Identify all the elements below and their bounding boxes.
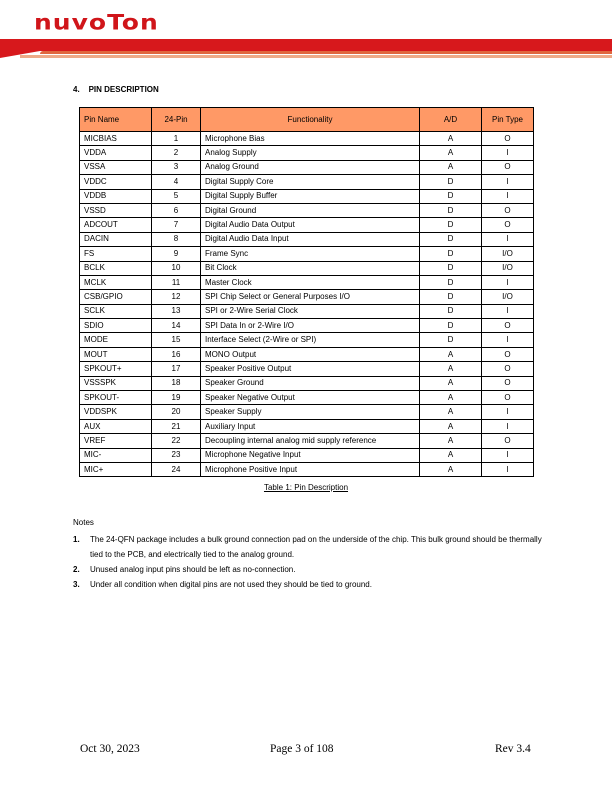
pin-type-cell: O xyxy=(482,362,534,376)
header-pin-name: Pin Name xyxy=(80,108,152,132)
functionality-cell: Digital Supply Buffer xyxy=(201,189,420,203)
note-item xyxy=(73,532,543,562)
functionality-cell: Microphone Negative Input xyxy=(201,448,420,462)
pin-number-cell: 6 xyxy=(152,203,201,217)
a-d-cell: D xyxy=(420,275,482,289)
table-row xyxy=(80,405,534,419)
a-d-cell: D xyxy=(420,290,482,304)
a-d-cell: D xyxy=(420,304,482,318)
functionality-cell: SPI Data In or 2-Wire I/O xyxy=(201,319,420,333)
pin-type-cell: O xyxy=(482,347,534,361)
table-row xyxy=(80,160,534,174)
pin-type-cell: I xyxy=(482,189,534,203)
pin-name-cell: FS xyxy=(80,247,152,261)
pin-type-cell: I xyxy=(482,146,534,160)
table-row xyxy=(80,218,534,232)
table-row xyxy=(80,146,534,160)
pin-name-cell: VSSSPK xyxy=(80,376,152,390)
functionality-cell: Master Clock xyxy=(201,275,420,289)
functionality-cell: SPI or 2-Wire Serial Clock xyxy=(201,304,420,318)
pin-type-cell: I xyxy=(482,405,534,419)
functionality-cell: Bit Clock xyxy=(201,261,420,275)
table-caption xyxy=(0,483,612,492)
pin-type-cell: O xyxy=(482,376,534,390)
a-d-cell: A xyxy=(420,405,482,419)
pin-number-cell: 12 xyxy=(152,290,201,304)
pin-name-cell: SDIO xyxy=(80,319,152,333)
pin-name-cell: MCLK xyxy=(80,275,152,289)
a-d-cell: A xyxy=(420,434,482,448)
note-text: The 24-QFN package includes a bulk ground connection pad on the underside of the chip. This bulk ground should be thermally tied to the PCB, and electrically tied to the analog ground. xyxy=(90,535,542,559)
table-row xyxy=(80,419,534,433)
header-a-d: A/D xyxy=(420,108,482,132)
functionality-cell: Microphone Bias xyxy=(201,132,420,146)
pin-number-cell: 1 xyxy=(152,132,201,146)
pin-name-cell: VDDC xyxy=(80,175,152,189)
pin-type-cell: I xyxy=(482,175,534,189)
functionality-cell: Analog Supply xyxy=(201,146,420,160)
table-row xyxy=(80,347,534,361)
pin-number-cell: 4 xyxy=(152,175,201,189)
table-row xyxy=(80,448,534,462)
table-row xyxy=(80,132,534,146)
table-row xyxy=(80,189,534,203)
a-d-cell: A xyxy=(420,419,482,433)
functionality-cell: SPI Chip Select or General Purposes I/O xyxy=(201,290,420,304)
pin-name-cell: SCLK xyxy=(80,304,152,318)
pin-number-cell: 11 xyxy=(152,275,201,289)
a-d-cell: D xyxy=(420,261,482,275)
pin-name-cell: SPKOUT- xyxy=(80,391,152,405)
pin-type-cell: I xyxy=(482,419,534,433)
pin-name-cell: ADCOUT xyxy=(80,218,152,232)
pin-type-cell: O xyxy=(482,391,534,405)
table-row xyxy=(80,304,534,318)
a-d-cell: D xyxy=(420,203,482,217)
section-title: 4. PIN DESCRIPTION xyxy=(73,85,159,94)
header-functionality: Functionality xyxy=(201,108,420,132)
pin-type-cell: O xyxy=(482,132,534,146)
table-row xyxy=(80,203,534,217)
a-d-cell: D xyxy=(420,319,482,333)
pin-name-cell: VDDA xyxy=(80,146,152,160)
pin-name-cell: MICBIAS xyxy=(80,132,152,146)
pin-number-cell: 14 xyxy=(152,319,201,333)
table-row xyxy=(80,376,534,390)
pin-number-cell: 13 xyxy=(152,304,201,318)
pin-type-cell: O xyxy=(482,203,534,217)
a-d-cell: A xyxy=(420,160,482,174)
footer-date: Oct 30, 2023 xyxy=(80,743,140,755)
functionality-cell: Auxiliary Input xyxy=(201,419,420,433)
header-orange-stripe xyxy=(40,51,612,54)
pin-number-cell: 2 xyxy=(152,146,201,160)
functionality-cell: Digital Ground xyxy=(201,203,420,217)
a-d-cell: D xyxy=(420,333,482,347)
note-item xyxy=(73,562,543,577)
pin-type-cell: I xyxy=(482,333,534,347)
functionality-cell: Speaker Supply xyxy=(201,405,420,419)
a-d-cell: A xyxy=(420,347,482,361)
table-row xyxy=(80,434,534,448)
pin-number-cell: 23 xyxy=(152,448,201,462)
table-row xyxy=(80,261,534,275)
table-caption-text: Table 1: Pin Description xyxy=(263,483,349,492)
pin-number-cell: 5 xyxy=(152,189,201,203)
pin-number-cell: 9 xyxy=(152,247,201,261)
pin-number-cell: 7 xyxy=(152,218,201,232)
footer-revision: Rev 3.4 xyxy=(495,743,531,755)
table-row xyxy=(80,333,534,347)
pin-type-cell: I xyxy=(482,275,534,289)
pin-number-cell: 17 xyxy=(152,362,201,376)
pin-type-cell: O xyxy=(482,434,534,448)
pin-description-table xyxy=(79,107,534,477)
pin-name-cell: MOUT xyxy=(80,347,152,361)
functionality-cell: MONO Output xyxy=(201,347,420,361)
a-d-cell: D xyxy=(420,175,482,189)
a-d-cell: D xyxy=(420,247,482,261)
table-row xyxy=(80,175,534,189)
pin-name-cell: VDDSPK xyxy=(80,405,152,419)
table-row xyxy=(80,232,534,246)
table-row xyxy=(80,362,534,376)
notes-title: Notes xyxy=(73,518,94,527)
a-d-cell: A xyxy=(420,132,482,146)
pin-name-cell: BCLK xyxy=(80,261,152,275)
table-row xyxy=(80,275,534,289)
pin-name-cell: DACIN xyxy=(80,232,152,246)
functionality-cell: Speaker Ground xyxy=(201,376,420,390)
footer-page-number: Page 3 of 108 xyxy=(270,743,334,755)
functionality-cell: Speaker Negative Output xyxy=(201,391,420,405)
functionality-cell: Digital Audio Data Output xyxy=(201,218,420,232)
header-light-stripe xyxy=(20,55,612,58)
pin-type-cell: I xyxy=(482,448,534,462)
pin-number-cell: 15 xyxy=(152,333,201,347)
pin-name-cell: VREF xyxy=(80,434,152,448)
note-number: 1. xyxy=(73,535,80,544)
a-d-cell: A xyxy=(420,146,482,160)
pin-type-cell: O xyxy=(482,160,534,174)
functionality-cell: Digital Audio Data Input xyxy=(201,232,420,246)
header-red-stripe xyxy=(0,39,612,51)
note-number: 2. xyxy=(73,565,80,574)
pin-name-cell: VSSD xyxy=(80,203,152,217)
functionality-cell: Frame Sync xyxy=(201,247,420,261)
pin-name-cell: CSB/GPIO xyxy=(80,290,152,304)
table-row xyxy=(80,319,534,333)
a-d-cell: A xyxy=(420,376,482,390)
pin-name-cell: AUX xyxy=(80,419,152,433)
pin-name-cell: VSSA xyxy=(80,160,152,174)
pin-type-cell: I xyxy=(482,232,534,246)
table-row xyxy=(80,462,534,476)
nuvoton-logo: nuvoTon xyxy=(34,10,159,35)
pin-number-cell: 24 xyxy=(152,462,201,476)
note-item xyxy=(73,577,543,592)
pin-number-cell: 10 xyxy=(152,261,201,275)
pin-number-cell: 16 xyxy=(152,347,201,361)
pin-name-cell: MIC- xyxy=(80,448,152,462)
pin-type-cell: I/O xyxy=(482,247,534,261)
table-row xyxy=(80,290,534,304)
pin-number-cell: 19 xyxy=(152,391,201,405)
pin-name-cell: MIC+ xyxy=(80,462,152,476)
pin-type-cell: I/O xyxy=(482,261,534,275)
pin-type-cell: I xyxy=(482,462,534,476)
functionality-cell: Decoupling internal analog mid supply reference xyxy=(201,434,420,448)
a-d-cell: D xyxy=(420,218,482,232)
pin-name-cell: MODE xyxy=(80,333,152,347)
a-d-cell: A xyxy=(420,391,482,405)
functionality-cell: Interface Select (2-Wire or SPI) xyxy=(201,333,420,347)
pin-type-cell: I/O xyxy=(482,290,534,304)
pin-number-cell: 8 xyxy=(152,232,201,246)
pin-type-cell: O xyxy=(482,319,534,333)
header-24-pin: 24-Pin xyxy=(152,108,201,132)
a-d-cell: D xyxy=(420,189,482,203)
table-row xyxy=(80,391,534,405)
pin-number-cell: 22 xyxy=(152,434,201,448)
functionality-cell: Digital Supply Core xyxy=(201,175,420,189)
functionality-cell: Analog Ground xyxy=(201,160,420,174)
a-d-cell: A xyxy=(420,362,482,376)
pin-name-cell: VDDB xyxy=(80,189,152,203)
header-pin-type: Pin Type xyxy=(482,108,534,132)
functionality-cell: Microphone Positive Input xyxy=(201,462,420,476)
pin-type-cell: O xyxy=(482,218,534,232)
table-row xyxy=(80,247,534,261)
pin-name-cell: SPKOUT+ xyxy=(80,362,152,376)
note-text: Under all condition when digital pins are not used they should be tied to ground. xyxy=(90,580,372,589)
pin-number-cell: 18 xyxy=(152,376,201,390)
note-number: 3. xyxy=(73,580,80,589)
a-d-cell: A xyxy=(420,448,482,462)
a-d-cell: D xyxy=(420,232,482,246)
pin-number-cell: 20 xyxy=(152,405,201,419)
a-d-cell: A xyxy=(420,462,482,476)
functionality-cell: Speaker Positive Output xyxy=(201,362,420,376)
pin-number-cell: 21 xyxy=(152,419,201,433)
pin-type-cell: I xyxy=(482,304,534,318)
pin-number-cell: 3 xyxy=(152,160,201,174)
note-text: Unused analog input pins should be left as no-connection. xyxy=(90,565,296,574)
table-header-row xyxy=(80,108,534,132)
